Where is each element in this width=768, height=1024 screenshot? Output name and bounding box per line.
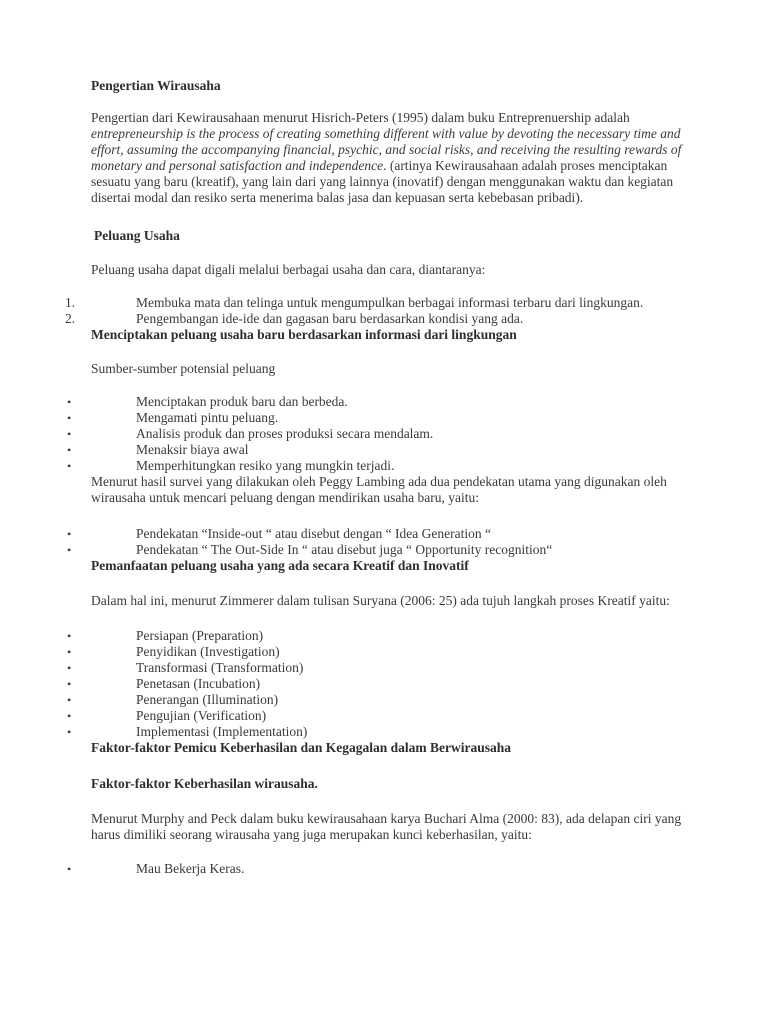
subheading-pemanfaatan-peluang: Pemanfaatan peluang usaha yang ada secara Kreatif dan Inovatif — [91, 558, 469, 573]
bullet-icon: • — [67, 862, 72, 876]
bullet-icon: • — [67, 661, 72, 675]
paragraph-sumber-title: Sumber-sumber potensial peluang — [91, 361, 276, 376]
bullet-item-text: Pendekatan “ The Out-Side In “ atau disebut juga “ Opportunity recognition“ — [136, 542, 553, 557]
bullet-item — [67, 442, 705, 458]
subheading-faktor-pemicu: Faktor-faktor Pemicu Keberhasilan dan Kegagalan dalam Berwirausaha — [91, 740, 511, 755]
definition-translation-text: . (artinya Kewirausahaan adalah proses menciptakan sesuatu yang baru (kreatif), yang lain dari yang lainnya (inovatif) dengan menggunakan waktu dan kegiatan disertai modal dan resiko serta menerima balas jasa dan kepuasan serta kebebasan pribadi). — [91, 158, 674, 205]
bullet-item — [67, 644, 705, 660]
heading-pengertian-wirausaha: Pengertian Wirausaha — [91, 78, 221, 93]
bullet-item — [67, 628, 705, 644]
bullet-item — [67, 692, 705, 708]
bullet-icon: • — [67, 411, 72, 425]
bullet-item — [67, 708, 705, 724]
heading-faktor-keberhasilan: Faktor-faktor Keberhasilan wirausaha. — [91, 776, 318, 791]
bullet-item — [67, 861, 705, 877]
paragraph-murphy-peck: Menurut Murphy and Peck dalam buku kewirausahaan karya Buchari Alma (2000: 83), ada delapan ciri yang harus dimiliki seorang wirausaha yang juga merupakan kunci keberhasilan, yaitu: — [91, 811, 682, 842]
bullet-item-text: Menaksir biaya awal — [136, 442, 249, 457]
bullet-icon: • — [67, 725, 72, 739]
list-number: 1. — [65, 295, 76, 310]
bullet-icon: • — [67, 693, 72, 707]
bullet-item — [67, 724, 705, 740]
paragraph-zimmerer: Dalam hal ini, menurut Zimmerer dalam tulisan Suryana (2006: 25) ada tujuh langkah proses Kreatif yaitu: — [91, 593, 670, 608]
bullet-item — [67, 394, 705, 410]
bullet-icon: • — [67, 709, 72, 723]
bullet-icon: • — [67, 527, 72, 541]
bullet-item — [67, 426, 705, 442]
bullet-item-text: Mengamati pintu peluang. — [136, 410, 279, 425]
bullet-icon: • — [67, 677, 72, 691]
subheading-menciptakan-peluang: Menciptakan peluang usaha baru berdasarkan informasi dari lingkungan — [91, 327, 517, 342]
bullet-item-text: Memperhitungkan resiko yang mungkin terjadi. — [136, 458, 395, 473]
numbered-item-text: Membuka mata dan telinga untuk mengumpulkan berbagai informasi terbaru dari lingkungan. — [136, 295, 644, 310]
paragraph-definition — [91, 110, 705, 206]
bullet-item-text: Menciptakan produk baru dan berbeda. — [136, 394, 348, 409]
bullet-item — [67, 526, 705, 542]
bullet-item-text: Pendekatan “Inside-out “ atau disebut dengan “ Idea Generation “ — [136, 526, 491, 541]
bullet-item-text: Analisis produk dan proses produksi secara mendalam. — [136, 426, 434, 441]
bullet-icon: • — [67, 543, 72, 557]
bullet-icon: • — [67, 427, 72, 441]
numbered-item — [65, 295, 705, 311]
paragraph-peluang-intro: Peluang usaha dapat digali melalui berbagai usaha dan cara, diantaranya: — [91, 262, 486, 277]
bullet-item-text: Pengujian (Verification) — [136, 708, 267, 723]
heading-peluang-usaha: Peluang Usaha — [94, 228, 180, 243]
bullet-item-text: Mau Bekerja Keras. — [136, 861, 245, 876]
numbered-item — [65, 311, 705, 327]
bullet-item-text: Penyidikan (Investigation) — [136, 644, 280, 659]
bullet-item — [67, 410, 705, 426]
bullet-item — [67, 458, 705, 474]
bullet-item-text: Penetasan (Incubation) — [136, 676, 261, 691]
bullet-icon: • — [67, 443, 72, 457]
numbered-item-text: Pengembangan ide-ide dan gagasan baru berdasarkan kondisi yang ada. — [136, 311, 524, 326]
bullet-icon: • — [67, 645, 72, 659]
bullet-item-text: Penerangan (Illumination) — [136, 692, 279, 707]
bullet-item — [67, 676, 705, 692]
definition-intro-text: Pengertian dari Kewirausahaan menurut Hisrich-Peters (1995) dalam buku Entreprenuership adalah — [91, 110, 630, 125]
paragraph-peggy-lambing: Menurut hasil survei yang dilakukan oleh Peggy Lambing ada dua pendekatan utama yang digunakan oleh wirausaha untuk mencari peluang dengan mendirikan usaha baru, yaitu: — [91, 474, 667, 505]
bullet-icon: • — [67, 459, 72, 473]
bullet-item — [67, 542, 705, 558]
list-number: 2. — [65, 311, 76, 326]
bullet-icon: • — [67, 395, 72, 409]
bullet-icon: • — [67, 629, 72, 643]
bullet-item-text: Transformasi (Transformation) — [136, 660, 304, 675]
bullet-item-text: Persiapan (Preparation) — [136, 628, 264, 643]
bullet-item-text: Implementasi (Implementation) — [136, 724, 308, 739]
definition-quote-italic: entrepreneurship is the process of creating something different with value by devoting the necessary time and effort, assuming the accompanying financial, psychic, and social risks, and receiving the resulting rewards of monetary and personal satisfaction and independence — [91, 126, 682, 173]
bullet-item — [67, 660, 705, 676]
